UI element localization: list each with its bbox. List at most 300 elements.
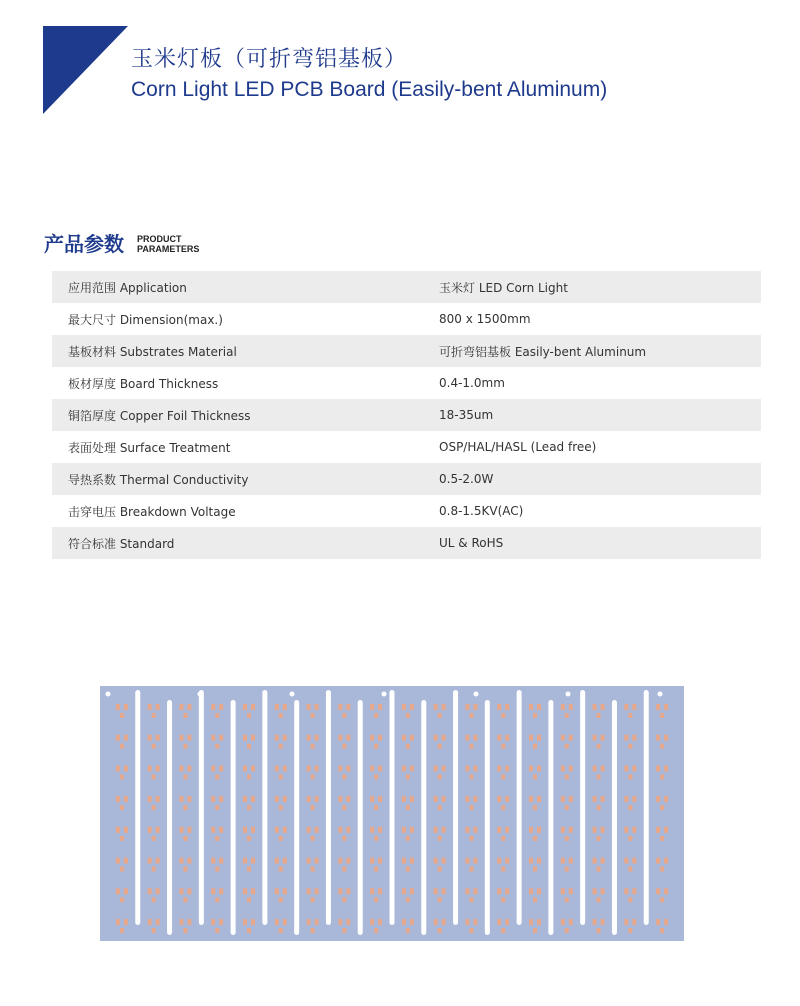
copper-pad	[219, 827, 223, 833]
copper-pad	[342, 713, 346, 718]
board-slot	[231, 700, 236, 935]
copper-pad	[148, 735, 152, 741]
copper-pad	[247, 805, 251, 810]
copper-pad	[148, 704, 152, 710]
copper-pad	[473, 796, 477, 802]
copper-pad	[465, 704, 469, 710]
copper-pad	[632, 919, 636, 925]
copper-pad	[116, 888, 120, 894]
copper-pad	[311, 867, 315, 872]
copper-pad	[183, 713, 187, 718]
copper-pad	[378, 858, 382, 864]
copper-pad	[442, 888, 446, 894]
copper-pad	[152, 774, 156, 779]
copper-pad	[187, 704, 191, 710]
copper-pad	[497, 704, 501, 710]
copper-pad	[148, 888, 152, 894]
copper-pad	[311, 774, 315, 779]
copper-pad	[601, 765, 605, 771]
param-label: 表面处理 Surface Treatment	[68, 440, 231, 455]
copper-pad	[406, 713, 410, 718]
copper-pad	[406, 928, 410, 933]
copper-pad	[251, 735, 255, 741]
copper-pad	[338, 796, 342, 802]
copper-pad	[148, 919, 152, 925]
copper-pad	[529, 919, 533, 925]
copper-pad	[315, 858, 319, 864]
copper-pad	[406, 867, 410, 872]
copper-pad	[632, 704, 636, 710]
copper-pad	[342, 744, 346, 749]
copper-pad	[438, 928, 442, 933]
copper-pad	[664, 827, 668, 833]
copper-pad	[565, 928, 569, 933]
copper-pad	[215, 744, 219, 749]
copper-pad	[346, 858, 350, 864]
copper-pad	[148, 796, 152, 802]
copper-pad	[465, 888, 469, 894]
copper-pad	[247, 774, 251, 779]
copper-pad	[533, 713, 537, 718]
copper-pad	[211, 827, 215, 833]
parameters-table	[52, 271, 761, 559]
copper-pad	[406, 897, 410, 902]
copper-pad	[338, 888, 342, 894]
copper-pad	[346, 704, 350, 710]
board-slot	[612, 700, 617, 935]
copper-pad	[529, 765, 533, 771]
copper-pad	[537, 735, 541, 741]
board-slot	[294, 700, 299, 935]
param-value: 0.4-1.0mm	[439, 376, 505, 390]
copper-pad	[628, 713, 632, 718]
copper-pad	[632, 858, 636, 864]
copper-pad	[402, 735, 406, 741]
copper-pad	[152, 805, 156, 810]
copper-pad	[187, 858, 191, 864]
copper-pad	[569, 765, 573, 771]
copper-pad	[561, 827, 565, 833]
copper-pad	[279, 836, 283, 841]
copper-pad	[378, 765, 382, 771]
copper-pad	[120, 928, 124, 933]
copper-pad	[187, 888, 191, 894]
copper-pad	[505, 888, 509, 894]
mounting-hole	[566, 692, 571, 697]
board-slot	[167, 700, 172, 935]
copper-pad	[593, 827, 597, 833]
copper-pad	[279, 744, 283, 749]
copper-pad	[370, 765, 374, 771]
mounting-hole	[474, 692, 479, 697]
copper-pad	[152, 836, 156, 841]
copper-pad	[656, 796, 660, 802]
copper-pad	[465, 827, 469, 833]
copper-pad	[624, 765, 628, 771]
copper-pad	[632, 796, 636, 802]
copper-pad	[565, 897, 569, 902]
copper-pad	[537, 888, 541, 894]
copper-pad	[346, 888, 350, 894]
copper-pad	[438, 836, 442, 841]
copper-pad	[215, 897, 219, 902]
copper-pad	[601, 704, 605, 710]
copper-pad	[283, 704, 287, 710]
copper-pad	[346, 919, 350, 925]
board-slot	[326, 690, 331, 925]
copper-pad	[315, 919, 319, 925]
copper-pad	[537, 827, 541, 833]
copper-pad	[664, 888, 668, 894]
copper-pad	[469, 836, 473, 841]
copper-pad	[529, 827, 533, 833]
copper-pad	[465, 919, 469, 925]
copper-pad	[279, 897, 283, 902]
copper-pad	[120, 774, 124, 779]
copper-pad	[116, 919, 120, 925]
copper-pad	[307, 796, 311, 802]
param-label: 击穿电压 Breakdown Voltage	[68, 504, 236, 519]
copper-pad	[601, 735, 605, 741]
copper-pad	[215, 928, 219, 933]
copper-pad	[469, 867, 473, 872]
copper-pad	[307, 704, 311, 710]
copper-pad	[275, 735, 279, 741]
copper-pad	[597, 744, 601, 749]
param-label: 导热系数 Thermal Conductivity	[52, 463, 439, 495]
copper-pad	[247, 928, 251, 933]
copper-pad	[215, 836, 219, 841]
copper-pad	[505, 919, 509, 925]
copper-pad	[569, 735, 573, 741]
copper-pad	[632, 765, 636, 771]
table-row	[52, 399, 761, 431]
copper-pad	[342, 774, 346, 779]
section-title-en-line1: PRODUCT	[137, 234, 182, 244]
copper-pad	[497, 919, 501, 925]
copper-pad	[406, 805, 410, 810]
copper-pad	[183, 744, 187, 749]
copper-pad	[179, 888, 183, 894]
copper-pad	[307, 858, 311, 864]
param-label: 基板材料 Substrates Material	[52, 335, 439, 367]
copper-pad	[187, 827, 191, 833]
copper-pad	[656, 919, 660, 925]
copper-pad	[215, 805, 219, 810]
copper-pad	[124, 827, 128, 833]
copper-pad	[402, 765, 406, 771]
copper-pad	[501, 805, 505, 810]
mounting-hole	[658, 692, 663, 697]
copper-pad	[501, 867, 505, 872]
copper-pad	[497, 827, 501, 833]
copper-pad	[473, 919, 477, 925]
copper-pad	[315, 765, 319, 771]
copper-pad	[593, 765, 597, 771]
copper-pad	[473, 858, 477, 864]
copper-pad	[211, 735, 215, 741]
copper-pad	[561, 765, 565, 771]
copper-pad	[442, 704, 446, 710]
copper-pad	[469, 928, 473, 933]
copper-pad	[183, 805, 187, 810]
board-slot	[358, 700, 363, 935]
board-slot	[517, 690, 522, 925]
copper-pad	[473, 735, 477, 741]
copper-pad	[338, 858, 342, 864]
copper-pad	[438, 774, 442, 779]
param-value: 0.5-2.0W	[439, 463, 761, 495]
copper-pad	[148, 858, 152, 864]
page-title-cn: 玉米灯板（可折弯铝基板）	[131, 47, 408, 72]
copper-pad	[219, 796, 223, 802]
copper-pad	[307, 827, 311, 833]
copper-pad	[402, 827, 406, 833]
copper-pad	[211, 919, 215, 925]
copper-pad	[434, 735, 438, 741]
copper-pad	[283, 765, 287, 771]
copper-pad	[442, 858, 446, 864]
section-title-en-line2: PARAMETERS	[137, 244, 200, 254]
copper-pad	[438, 867, 442, 872]
copper-pad	[219, 704, 223, 710]
copper-pad	[156, 704, 160, 710]
copper-pad	[601, 858, 605, 864]
copper-pad	[374, 805, 378, 810]
copper-pad	[120, 836, 124, 841]
copper-pad	[315, 888, 319, 894]
copper-pad	[374, 897, 378, 902]
copper-pad	[565, 774, 569, 779]
copper-pad	[251, 796, 255, 802]
copper-pad	[624, 827, 628, 833]
copper-pad	[434, 888, 438, 894]
copper-pad	[529, 888, 533, 894]
copper-pad	[465, 858, 469, 864]
copper-pad	[624, 919, 628, 925]
copper-pad	[187, 735, 191, 741]
copper-pad	[374, 744, 378, 749]
copper-pad	[124, 704, 128, 710]
copper-pad	[279, 928, 283, 933]
copper-pad	[434, 796, 438, 802]
copper-pad	[410, 765, 414, 771]
copper-pad	[529, 796, 533, 802]
copper-pad	[152, 867, 156, 872]
copper-pad	[378, 919, 382, 925]
copper-pad	[565, 744, 569, 749]
copper-pad	[469, 713, 473, 718]
copper-pad	[442, 735, 446, 741]
copper-pad	[243, 796, 247, 802]
board-slot	[453, 690, 458, 925]
copper-pad	[501, 713, 505, 718]
copper-pad	[593, 858, 597, 864]
param-label: 铜箔厚度 Copper Foil Thickness	[52, 399, 439, 431]
copper-pad	[116, 858, 120, 864]
copper-pad	[152, 744, 156, 749]
copper-pad	[187, 796, 191, 802]
copper-pad	[120, 867, 124, 872]
copper-pad	[179, 919, 183, 925]
board-slot	[390, 690, 395, 925]
copper-pad	[247, 897, 251, 902]
copper-pad	[406, 774, 410, 779]
copper-pad	[438, 805, 442, 810]
copper-pad	[148, 765, 152, 771]
copper-pad	[533, 774, 537, 779]
copper-pad	[624, 735, 628, 741]
copper-pad	[219, 858, 223, 864]
copper-pad	[402, 919, 406, 925]
copper-pad	[410, 735, 414, 741]
copper-pad	[247, 836, 251, 841]
copper-pad	[342, 928, 346, 933]
copper-pad	[243, 704, 247, 710]
copper-pad	[434, 704, 438, 710]
copper-pad	[342, 805, 346, 810]
copper-pad	[183, 867, 187, 872]
copper-pad	[315, 796, 319, 802]
copper-pad	[370, 919, 374, 925]
copper-pad	[370, 735, 374, 741]
copper-pad	[628, 774, 632, 779]
copper-pad	[124, 858, 128, 864]
copper-pad	[315, 704, 319, 710]
param-label: 符合标准 Standard	[52, 527, 439, 559]
copper-pad	[211, 796, 215, 802]
copper-pad	[156, 888, 160, 894]
copper-pad	[473, 704, 477, 710]
board-slot	[644, 690, 649, 925]
copper-pad	[374, 713, 378, 718]
copper-pad	[346, 735, 350, 741]
copper-pad	[632, 888, 636, 894]
copper-pad	[370, 888, 374, 894]
board-slot	[421, 700, 426, 935]
copper-pad	[116, 796, 120, 802]
copper-pad	[561, 888, 565, 894]
copper-pad	[660, 836, 664, 841]
param-value: 0.8-1.5KV(AC)	[439, 504, 524, 518]
copper-pad	[311, 897, 315, 902]
copper-pad	[505, 827, 509, 833]
copper-pad	[569, 796, 573, 802]
copper-pad	[338, 827, 342, 833]
mounting-hole	[198, 692, 203, 697]
copper-pad	[183, 774, 187, 779]
copper-pad	[632, 827, 636, 833]
copper-pad	[116, 704, 120, 710]
copper-pad	[505, 858, 509, 864]
copper-pad	[402, 888, 406, 894]
copper-pad	[624, 704, 628, 710]
copper-pad	[402, 858, 406, 864]
copper-pad	[664, 919, 668, 925]
copper-pad	[533, 867, 537, 872]
copper-pad	[120, 713, 124, 718]
copper-pad	[660, 744, 664, 749]
copper-pad	[307, 919, 311, 925]
copper-pad	[279, 774, 283, 779]
copper-pad	[497, 796, 501, 802]
section-title-en	[137, 234, 227, 254]
table-row	[52, 271, 761, 303]
copper-pad	[501, 836, 505, 841]
copper-pad	[438, 744, 442, 749]
copper-pad	[338, 735, 342, 741]
copper-pad	[179, 704, 183, 710]
copper-pad	[378, 704, 382, 710]
copper-pad	[370, 796, 374, 802]
copper-pad	[664, 735, 668, 741]
copper-pad	[469, 897, 473, 902]
copper-pad	[469, 744, 473, 749]
copper-pad	[251, 827, 255, 833]
param-label: 板材厚度 Board Thickness	[68, 376, 219, 391]
copper-pad	[497, 888, 501, 894]
copper-pad	[565, 867, 569, 872]
copper-pad	[283, 858, 287, 864]
copper-pad	[211, 765, 215, 771]
copper-pad	[410, 796, 414, 802]
copper-pad	[501, 928, 505, 933]
copper-pad	[311, 928, 315, 933]
copper-pad	[219, 919, 223, 925]
copper-pad	[275, 704, 279, 710]
copper-pad	[116, 735, 120, 741]
copper-pad	[215, 867, 219, 872]
copper-pad	[656, 888, 660, 894]
copper-pad	[442, 796, 446, 802]
copper-pad	[338, 919, 342, 925]
table-row	[52, 527, 761, 559]
copper-pad	[561, 735, 565, 741]
copper-pad	[438, 713, 442, 718]
copper-pad	[243, 765, 247, 771]
copper-pad	[533, 836, 537, 841]
copper-pad	[374, 836, 378, 841]
copper-pad	[624, 888, 628, 894]
copper-pad	[601, 827, 605, 833]
copper-pad	[561, 796, 565, 802]
copper-pad	[569, 827, 573, 833]
copper-pad	[628, 744, 632, 749]
copper-pad	[124, 888, 128, 894]
copper-pad	[346, 827, 350, 833]
copper-pad	[156, 858, 160, 864]
copper-pad	[565, 713, 569, 718]
copper-pad	[183, 928, 187, 933]
mounting-hole	[290, 692, 295, 697]
copper-pad	[243, 735, 247, 741]
copper-pad	[211, 858, 215, 864]
param-label: 应用范围 Application	[52, 271, 439, 303]
copper-pad	[465, 735, 469, 741]
copper-pad	[279, 867, 283, 872]
copper-pad	[179, 735, 183, 741]
copper-pad	[156, 919, 160, 925]
copper-pad	[434, 765, 438, 771]
table-row	[52, 303, 761, 335]
copper-pad	[124, 765, 128, 771]
copper-pad	[569, 858, 573, 864]
copper-pad	[561, 919, 565, 925]
copper-pad	[156, 735, 160, 741]
copper-pad	[152, 713, 156, 718]
copper-pad	[529, 858, 533, 864]
copper-pad	[275, 827, 279, 833]
